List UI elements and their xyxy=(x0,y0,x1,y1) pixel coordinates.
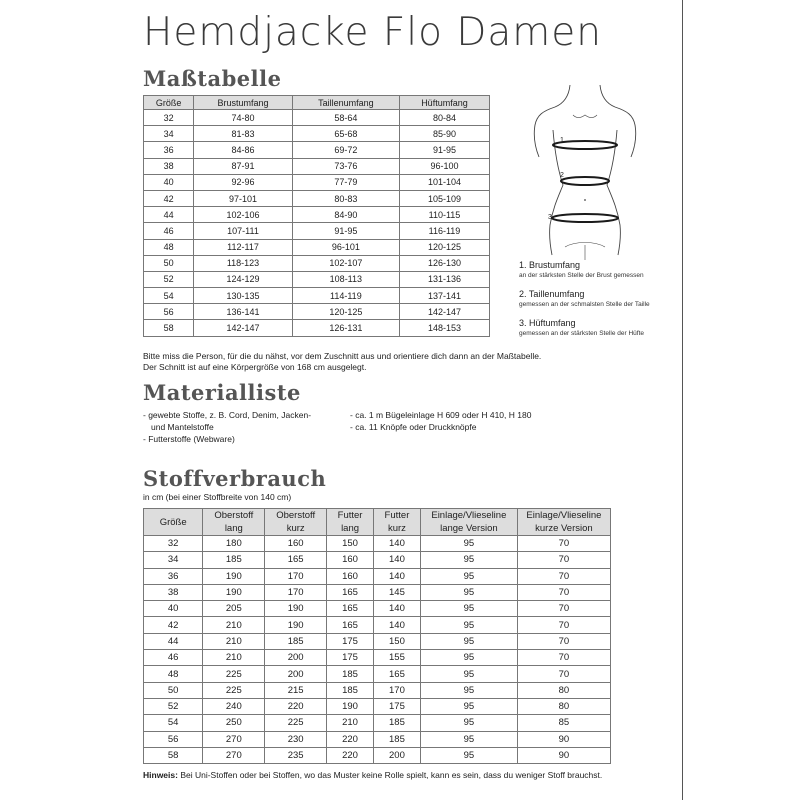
legend-sub: gemessen an der schmalsten Stelle der Taille xyxy=(519,301,650,308)
table-cell: 95 xyxy=(420,584,517,600)
table-cell: 124-129 xyxy=(194,271,293,287)
table-cell: 160 xyxy=(327,568,374,584)
table-cell: 130-135 xyxy=(194,288,293,304)
fabric-subheading: in cm (bei einer Stoffbreite von 140 cm) xyxy=(143,492,292,502)
table-row xyxy=(144,110,490,126)
body-measurement-figure xyxy=(525,85,645,260)
table-cell: 95 xyxy=(420,698,517,714)
table-cell: 56 xyxy=(144,304,194,320)
table-cell: 170 xyxy=(265,568,327,584)
header-line: Futter xyxy=(337,510,363,521)
table-row xyxy=(144,239,490,255)
table-cell: 101-104 xyxy=(399,174,489,190)
table-cell: 185 xyxy=(265,633,327,649)
fabric-table-header xyxy=(203,509,265,536)
page-edge-line xyxy=(682,0,683,800)
table-cell: 225 xyxy=(203,666,265,682)
table-cell: 190 xyxy=(203,584,265,600)
table-cell: 126-130 xyxy=(399,255,489,271)
table-cell: 42 xyxy=(144,617,203,633)
table-row xyxy=(144,142,490,158)
material-item: - Futterstoffe (Webware) xyxy=(143,434,235,444)
table-cell: 170 xyxy=(265,584,327,600)
table-cell: 70 xyxy=(517,666,610,682)
table-cell: 190 xyxy=(203,568,265,584)
header-line: kurze Version xyxy=(535,523,593,534)
material-item: - ca. 1 m Bügeleinlage H 609 oder H 410, H 180 xyxy=(350,410,532,420)
table-cell: 190 xyxy=(327,698,374,714)
materials-left xyxy=(143,409,311,445)
table-cell: 165 xyxy=(265,552,327,568)
table-cell: 42 xyxy=(144,190,194,206)
table-cell: 235 xyxy=(265,747,327,763)
table-cell: 140 xyxy=(374,617,421,633)
table-cell: 50 xyxy=(144,682,203,698)
marker-1: 1 xyxy=(560,137,564,144)
legend-title: 1. Brustumfang xyxy=(519,260,581,270)
table-cell: 65-68 xyxy=(292,126,399,142)
header-line: lange Version xyxy=(440,523,498,534)
table-cell: 95 xyxy=(420,731,517,747)
marker-3: 3 xyxy=(548,214,552,221)
table-cell: 70 xyxy=(517,568,610,584)
table-cell: 77-79 xyxy=(292,174,399,190)
table-row xyxy=(144,601,611,617)
table-cell: 110-115 xyxy=(399,207,489,223)
table-cell: 136-141 xyxy=(194,304,293,320)
table-cell: 69-72 xyxy=(292,142,399,158)
table-row xyxy=(144,190,490,206)
marker-2: 2 xyxy=(560,172,564,179)
table-cell: 95 xyxy=(420,650,517,666)
table-cell: 215 xyxy=(265,682,327,698)
table-cell: 140 xyxy=(374,568,421,584)
fabric-table-header xyxy=(265,509,327,536)
mass-table-heading: Maßtabelle xyxy=(143,66,282,91)
table-cell: 32 xyxy=(144,110,194,126)
table-cell: 54 xyxy=(144,715,203,731)
table-cell: 95 xyxy=(420,747,517,763)
table-cell: 270 xyxy=(203,731,265,747)
fabric-heading: Stoffverbrauch xyxy=(143,466,327,491)
table-cell: 38 xyxy=(144,158,194,174)
page-title: Hemdjacke Flo Damen xyxy=(143,10,602,55)
fabric-table-header xyxy=(327,509,374,536)
table-cell: 95 xyxy=(420,633,517,649)
table-cell: 165 xyxy=(327,584,374,600)
table-cell: 34 xyxy=(144,552,203,568)
table-row xyxy=(144,174,490,190)
table-cell: 145 xyxy=(374,584,421,600)
table-row xyxy=(144,633,611,649)
table-cell: 105-109 xyxy=(399,190,489,206)
header-line: Futter xyxy=(384,510,410,521)
table-cell: 102-106 xyxy=(194,207,293,223)
table-cell: 54 xyxy=(144,288,194,304)
table-cell: 58 xyxy=(144,747,203,763)
legend-sub: an der stärksten Stelle der Brust gemessen xyxy=(519,272,644,279)
table-row xyxy=(144,207,490,223)
table-cell: 155 xyxy=(374,650,421,666)
table-cell: 48 xyxy=(144,239,194,255)
fabric-table-header xyxy=(144,509,203,536)
legend-title: 2. Taillenumfang xyxy=(519,289,585,299)
table-cell: 160 xyxy=(265,536,327,552)
table-cell: 70 xyxy=(517,650,610,666)
mass-table xyxy=(143,95,490,337)
height-note: Der Schnitt ist auf eine Körpergröße von 168 cm ausgelegt. xyxy=(143,362,367,372)
fabric-table-header xyxy=(420,509,517,536)
table-cell: 175 xyxy=(327,633,374,649)
table-cell: 120-125 xyxy=(292,304,399,320)
table-cell: 95 xyxy=(420,601,517,617)
table-cell: 205 xyxy=(203,601,265,617)
legend-sub: gemessen an der stärksten Stelle der Hüfte xyxy=(519,330,645,337)
table-cell: 91-95 xyxy=(399,142,489,158)
table-cell: 142-147 xyxy=(194,320,293,336)
table-cell: 210 xyxy=(327,715,374,731)
table-cell: 95 xyxy=(420,666,517,682)
table-cell: 52 xyxy=(144,698,203,714)
material-item: - gewebte Stoffe, z. B. Cord, Denim, Jacken- xyxy=(143,410,312,420)
legend-title: 3. Hüftumfang xyxy=(519,318,576,328)
materials-heading: Materialliste xyxy=(143,380,301,405)
table-cell: 210 xyxy=(203,633,265,649)
table-cell: 114-119 xyxy=(292,288,399,304)
table-cell: 116-119 xyxy=(399,223,489,239)
table-cell: 150 xyxy=(327,536,374,552)
header-line: Größe xyxy=(159,516,187,528)
table-cell: 56 xyxy=(144,731,203,747)
table-cell: 96-100 xyxy=(399,158,489,174)
legend-huefte xyxy=(519,318,644,337)
materials-right xyxy=(350,409,531,433)
table-cell: 81-83 xyxy=(194,126,293,142)
table-row xyxy=(144,666,611,682)
table-row xyxy=(144,271,490,287)
table-cell: 44 xyxy=(144,633,203,649)
hint-label: Hinweis: xyxy=(143,770,178,780)
table-cell: 108-113 xyxy=(292,271,399,287)
table-cell: 240 xyxy=(203,698,265,714)
table-cell: 190 xyxy=(265,601,327,617)
table-cell: 80 xyxy=(517,698,610,714)
table-cell: 165 xyxy=(374,666,421,682)
table-cell: 34 xyxy=(144,126,194,142)
table-cell: 36 xyxy=(144,568,203,584)
table-cell: 44 xyxy=(144,207,194,223)
table-cell: 140 xyxy=(374,552,421,568)
material-item: - ca. 11 Knöpfe oder Druckknöpfe xyxy=(350,422,477,432)
table-cell: 32 xyxy=(144,536,203,552)
table-cell: 97-101 xyxy=(194,190,293,206)
table-cell: 40 xyxy=(144,174,194,190)
table-row xyxy=(144,747,611,763)
table-cell: 270 xyxy=(203,747,265,763)
mass-table-header: Brustumfang xyxy=(194,96,293,110)
hint-text: Bei Uni-Stoffen oder bei Stoffen, wo das Muster keine Rolle spielt, kann es sein, dass du weniger Stoff brauchst. xyxy=(180,770,603,780)
header-line: Einlage/Vlieseline xyxy=(526,510,602,521)
table-cell: 220 xyxy=(327,747,374,763)
table-cell: 58-64 xyxy=(292,110,399,126)
table-cell: 87-91 xyxy=(194,158,293,174)
table-cell: 48 xyxy=(144,666,203,682)
table-cell: 95 xyxy=(420,536,517,552)
table-cell: 80-84 xyxy=(399,110,489,126)
table-cell: 185 xyxy=(374,731,421,747)
table-row xyxy=(144,715,611,731)
table-cell: 95 xyxy=(420,715,517,731)
table-cell: 50 xyxy=(144,255,194,271)
table-cell: 85 xyxy=(517,715,610,731)
table-cell: 84-90 xyxy=(292,207,399,223)
table-cell: 95 xyxy=(420,552,517,568)
table-cell: 175 xyxy=(327,650,374,666)
header-line: Oberstoff xyxy=(276,510,316,521)
table-cell: 210 xyxy=(203,650,265,666)
table-cell: 38 xyxy=(144,584,203,600)
table-cell: 200 xyxy=(265,666,327,682)
table-cell: 73-76 xyxy=(292,158,399,174)
header-line: Einlage/Vlieseline xyxy=(431,510,507,521)
table-cell: 131-136 xyxy=(399,271,489,287)
table-cell: 46 xyxy=(144,650,203,666)
table-cell: 74-80 xyxy=(194,110,293,126)
table-row xyxy=(144,552,611,568)
table-cell: 120-125 xyxy=(399,239,489,255)
table-cell: 52 xyxy=(144,271,194,287)
table-row xyxy=(144,731,611,747)
table-cell: 70 xyxy=(517,584,610,600)
header-line: kurz xyxy=(286,523,305,534)
table-cell: 92-96 xyxy=(194,174,293,190)
table-cell: 150 xyxy=(374,633,421,649)
table-cell: 40 xyxy=(144,601,203,617)
hint xyxy=(143,770,602,780)
table-cell: 102-107 xyxy=(292,255,399,271)
table-cell: 58 xyxy=(144,320,194,336)
table-cell: 46 xyxy=(144,223,194,239)
mass-table-header: Größe xyxy=(144,96,194,110)
fabric-table xyxy=(143,508,611,764)
table-cell: 220 xyxy=(265,698,327,714)
table-cell: 225 xyxy=(265,715,327,731)
header-line: Oberstoff xyxy=(214,510,254,521)
table-cell: 190 xyxy=(265,617,327,633)
table-cell: 91-95 xyxy=(292,223,399,239)
table-cell: 140 xyxy=(374,536,421,552)
legend-brust xyxy=(519,260,644,279)
table-cell: 200 xyxy=(374,747,421,763)
table-cell: 112-117 xyxy=(194,239,293,255)
table-cell: 80 xyxy=(517,682,610,698)
header-line: lang xyxy=(224,523,243,534)
table-cell: 250 xyxy=(203,715,265,731)
table-cell: 70 xyxy=(517,601,610,617)
table-row xyxy=(144,568,611,584)
table-cell: 95 xyxy=(420,682,517,698)
table-cell: 137-141 xyxy=(399,288,489,304)
table-cell: 225 xyxy=(203,682,265,698)
table-row xyxy=(144,223,490,239)
table-cell: 230 xyxy=(265,731,327,747)
table-row xyxy=(144,158,490,174)
table-cell: 148-153 xyxy=(399,320,489,336)
table-cell: 95 xyxy=(420,568,517,584)
table-cell: 85-90 xyxy=(399,126,489,142)
table-cell: 210 xyxy=(203,617,265,633)
table-row xyxy=(144,320,490,336)
fabric-table-header xyxy=(374,509,421,536)
table-cell: 185 xyxy=(327,682,374,698)
table-cell: 185 xyxy=(327,666,374,682)
table-row xyxy=(144,584,611,600)
table-cell: 70 xyxy=(517,633,610,649)
table-cell: 107-111 xyxy=(194,223,293,239)
table-cell: 170 xyxy=(374,682,421,698)
table-cell: 165 xyxy=(327,601,374,617)
table-cell: 140 xyxy=(374,601,421,617)
table-cell: 118-123 xyxy=(194,255,293,271)
table-cell: 90 xyxy=(517,731,610,747)
legend-taille xyxy=(519,289,650,308)
table-cell: 220 xyxy=(327,731,374,747)
table-row xyxy=(144,698,611,714)
mass-table-header: Hüftumfang xyxy=(399,96,489,110)
table-cell: 126-131 xyxy=(292,320,399,336)
header-line: lang xyxy=(341,523,360,534)
table-cell: 36 xyxy=(144,142,194,158)
table-row xyxy=(144,536,611,552)
fabric-table-header xyxy=(517,509,610,536)
table-row xyxy=(144,288,490,304)
table-cell: 70 xyxy=(517,536,610,552)
table-row xyxy=(144,650,611,666)
table-cell: 180 xyxy=(203,536,265,552)
table-cell: 185 xyxy=(203,552,265,568)
table-row xyxy=(144,304,490,320)
table-cell: 165 xyxy=(327,617,374,633)
header-line: kurz xyxy=(387,523,406,534)
measure-note: Bitte miss die Person, für die du nähst, vor dem Zuschnitt aus und orientiere dich dann an der Maßtabelle. xyxy=(143,351,542,361)
material-item: und Mantelstoffe xyxy=(151,422,214,432)
table-cell: 200 xyxy=(265,650,327,666)
mass-table-header: Taillenumfang xyxy=(292,96,399,110)
table-cell: 70 xyxy=(517,617,610,633)
table-row xyxy=(144,617,611,633)
table-cell: 95 xyxy=(420,617,517,633)
table-cell: 185 xyxy=(374,715,421,731)
table-cell: 142-147 xyxy=(399,304,489,320)
table-cell: 175 xyxy=(374,698,421,714)
table-cell: 70 xyxy=(517,552,610,568)
table-cell: 160 xyxy=(327,552,374,568)
table-row xyxy=(144,682,611,698)
table-cell: 84-86 xyxy=(194,142,293,158)
table-cell: 80-83 xyxy=(292,190,399,206)
table-cell: 96-101 xyxy=(292,239,399,255)
table-row xyxy=(144,126,490,142)
table-row xyxy=(144,255,490,271)
table-cell: 90 xyxy=(517,747,610,763)
